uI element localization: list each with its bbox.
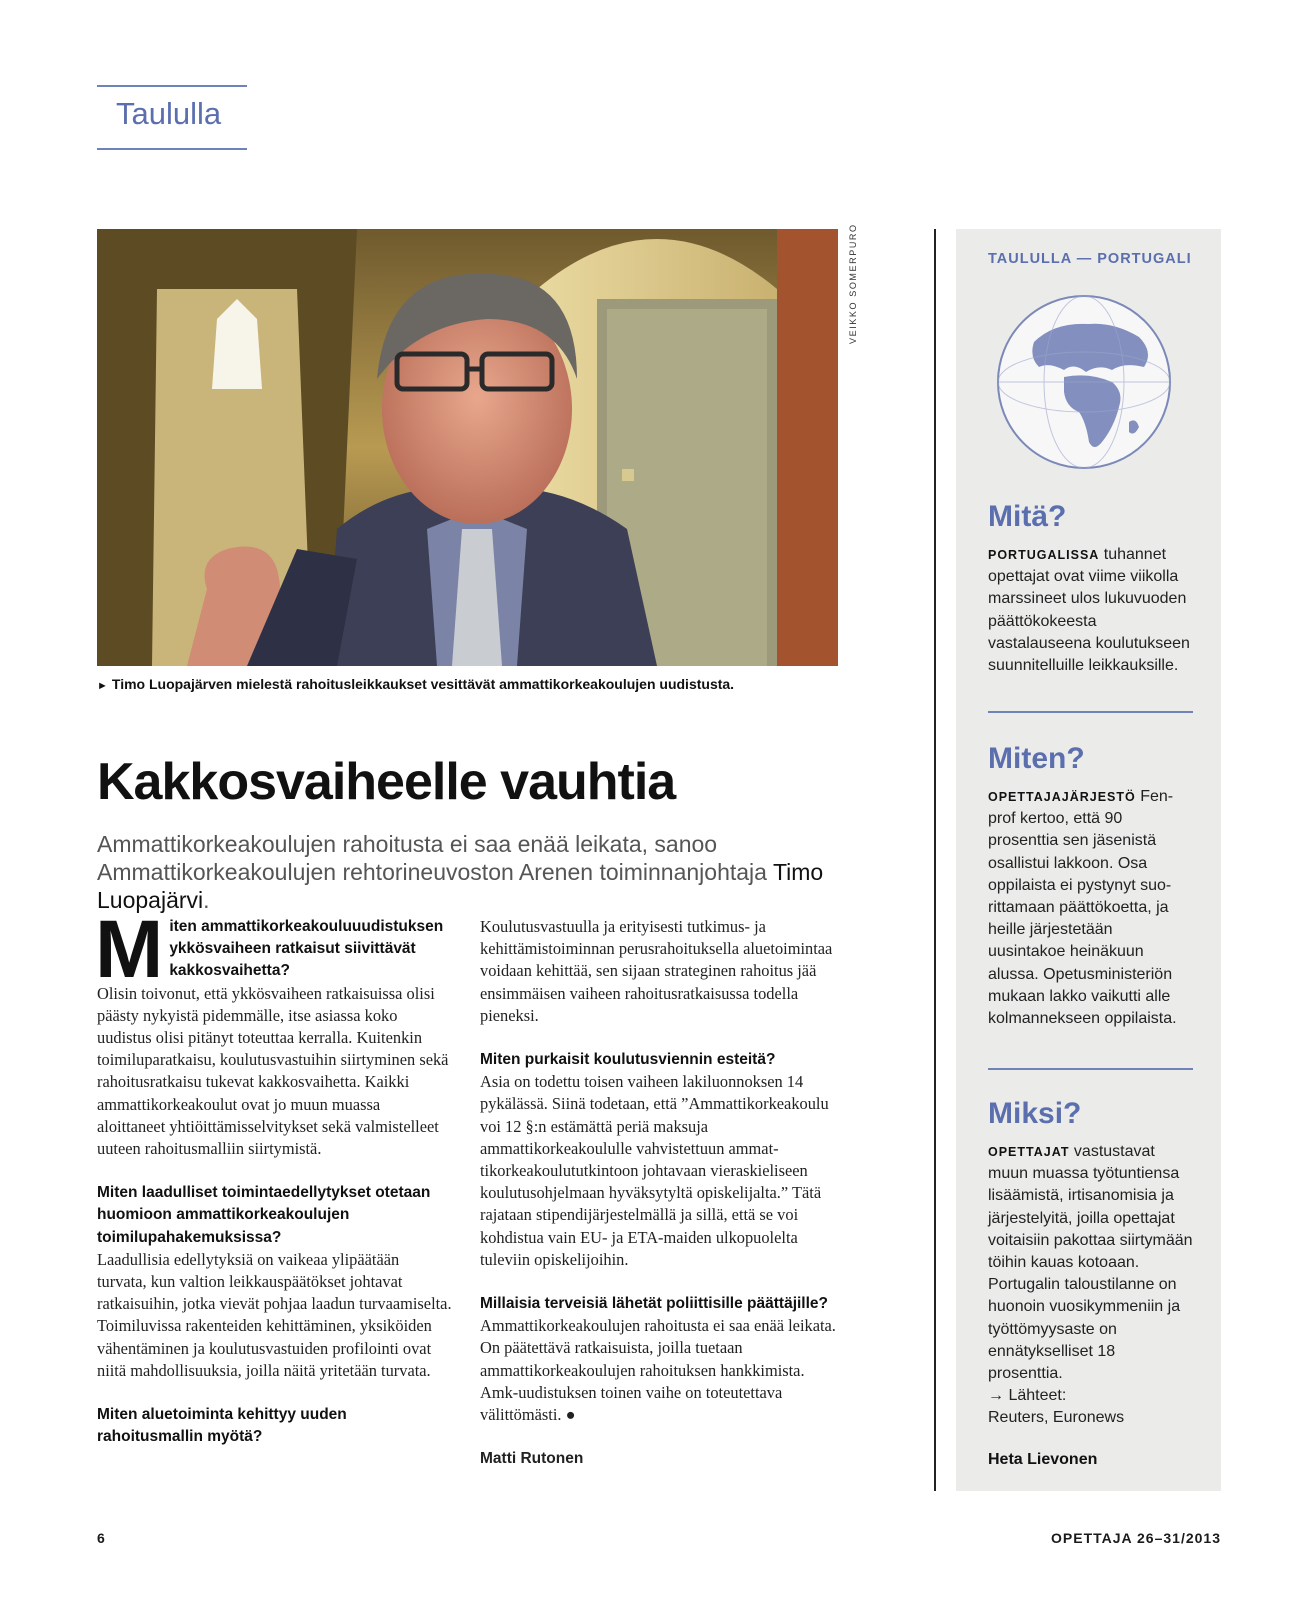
dropcap: M [95, 904, 164, 995]
sidebar-rule-2 [988, 1068, 1193, 1070]
section-rule-bottom [97, 148, 247, 150]
page-number: 6 [97, 1530, 105, 1546]
sidebar-text-mita [988, 544, 1193, 677]
sidebar-text-miksi [988, 1141, 1193, 1385]
sidebar-rule-1 [988, 711, 1193, 713]
article-column-1 [95, 904, 452, 1448]
answer-2: Laadullisia edellytyksiä on vaikeaa ylipäätään turvata, kun valtion leikkauspäätökset johtavat ratkaisuihin, jotka vievät pohjaa laadun turvaamiselta. Toimiluvissa rakenteiden kehittäminen, yksiköiden vähentäminen ja koulutusvastuiden profilointi ovat niitä mahdollisuuksia, joilla näitä yritetään turvata. [97, 1249, 452, 1380]
byline: Matti Rutonen [480, 1450, 584, 1468]
article-lead [97, 830, 837, 914]
article-headline: Kakkosvaiheelle vauhtia [97, 753, 676, 811]
question-1 [95, 904, 452, 995]
sidebar-text-miten [988, 786, 1193, 1030]
question-1-text: iten ammattikorkeakouluuudistuksen ykkösvaiheen ratkaisut siivittävät kakkosvaihetta? [169, 918, 444, 980]
sidebar-sources-label: → Lähteet: [988, 1387, 1067, 1405]
photo-credit: VEIKKO SOMERPURO [848, 223, 858, 344]
sidebar-title-miten: Miten? [988, 742, 1085, 775]
sidebar-section-miksi [988, 1097, 1193, 1430]
answer-4: Asia on todettu toisen vaiheen lakiluonnoksen 14 pykälässä. Siinä todetaan, että ”Ammattikorkeakoulu voi 12 §:n estämättä periä maksuja ammattikorkeakoululle vahvistettuun ammattikorkeakoulututkintoon johtavaan vieraskieliseen koulutusohjelmaan hyväksytyltä opiskelijalta.” Tätä rajataan stipendijärjestelmällä ja sillä, että se voi kohdistua vain EU- ja ETA-maiden ulkopuolelta tuleviin opiskelijoihin. [480, 1072, 829, 1269]
sidebar-title-miksi: Miksi? [988, 1097, 1082, 1130]
sidebar-section-miten [988, 742, 1193, 1030]
sidebar-heading: TAULULLA — PORTUGALI [988, 251, 1192, 267]
answer-5-text: Ammattikorkeakoulujen rahoitusta ei saa enää leikata. On päätettävä ratkaisuista, joilla tuetaan ammattikorkeakoulujen rahoituksen hankkimista. Amk-uudistuksen toinen vaihe on toteutettava välittömästi. [480, 1316, 836, 1425]
question-3: Miten aluetoiminta kehittyy uuden rahoitusmallin myötä? [97, 1406, 347, 1446]
question-5: Millaisia terveisiä lähetät poliittisille päättäjille? [480, 1295, 829, 1313]
lead-text: Ammattikorkeakoulujen rahoitusta ei saa enää leikata, sanoo Ammattikorkeakoulujen rehtorineuvoston Arenen toiminnanjohtaja [97, 831, 773, 885]
sidebar-lead-miten: OPETTAJAJÄRJESTÖ [988, 790, 1136, 804]
question-2: Miten laadulliset toimintaedellytykset otetaan huomioon ammattikorkeakoulujen toimilupahakemuksissa? [97, 1184, 431, 1246]
sidebar-title-mita: Mitä? [988, 500, 1067, 533]
lead-name: Timo Luopajärvi [97, 859, 824, 913]
sidebar-sources: Reuters, Euronews [988, 1409, 1125, 1427]
answer-1: Olisin toivonut, että ykkösvaiheen ratkaisuissa olisi päästy nykyistä pidemmälle, itse asiassa koko uudistus olisi pitänyt toteuttaa kerralla. Kuitenkin toimiluparatkaisu, koulutusvastuihin siirtyminen sekä rahoitusratkaisu tukevat kakkosvaihetta. Kaikki ammattikorkeakoulut ovat jo muun muassa aloittaneet yhtiöittämisselvitykset sekä valmistelleet uuteen rahoitusmalliin siirtymistä. [97, 983, 449, 1159]
article-column-2 [480, 916, 836, 1470]
photo-caption [97, 676, 734, 692]
triangle-icon: ► [97, 680, 108, 692]
answer-5 [480, 1315, 836, 1426]
caption-text: Timo Luopajärven mielestä rahoitusleikkaukset vesittävät ammattikorkeakoulujen uudistusta. [111, 676, 735, 692]
section-title: Taululla [116, 96, 222, 131]
end-mark: ● [565, 1405, 576, 1425]
sidebar-author: Heta Lievonen [988, 1451, 1098, 1468]
lead-end: . [203, 887, 210, 913]
section-rule-top [97, 85, 247, 87]
portrait-photo [97, 229, 838, 666]
globe-icon [994, 292, 1174, 472]
sidebar-lead-miksi: OPETTAJAT [988, 1145, 1070, 1159]
sidebar-section-mita [988, 500, 1193, 677]
sidebar-body-miten: Fenprof kertoo, että 90 prosenttia sen jäsenistä osallistui lakkoon. Osa oppilaista ei pystynyt suorittamaan päättökoetta, ja heille järjestetään uusintakoe heinäkuun alussa. Opetusministeriön mukaan lakko vaikutti alle kolmannekseen oppilaista. [988, 788, 1177, 1028]
sidebar-divider [934, 229, 936, 1491]
answer-3: Koulutusvastuulla ja erityisesti tutkimus- ja kehittämistoiminnan perusrahoituksella aluetoimintaa voidaan kehittää, sen sijaan strateginen rahoitus jää ensimmäisen vaiheen rahoitusratkaisussa todella pieneksi. [480, 917, 833, 1025]
magazine-issue: OPETTAJA 26–31/2013 [1051, 1530, 1221, 1546]
question-4: Miten purkaisit koulutusviennin esteitä? [480, 1051, 776, 1069]
sidebar-body-mita: tuhannet opettajat ovat viime viikolla marssineet ulos lukuvuoden päättökokeesta vastalauseena koulutukseen suunnitelluille leikkauksille. [988, 546, 1190, 675]
sidebar-lead-mita: PORTUGALISSA [988, 548, 1100, 562]
sidebar-body-miksi: vastustavat muun muassa työtuntiensa lisäämistä, irtisanomisia ja järjestelyitä, joilla opettajat voitaisiin pakottaa siirtymään töihin kauas kotoaan. Portugalin taloustilanne on huonoin vuosikymmeniin ja työttömyysaste on ennätykselliset 18 prosenttia. [988, 1143, 1193, 1383]
